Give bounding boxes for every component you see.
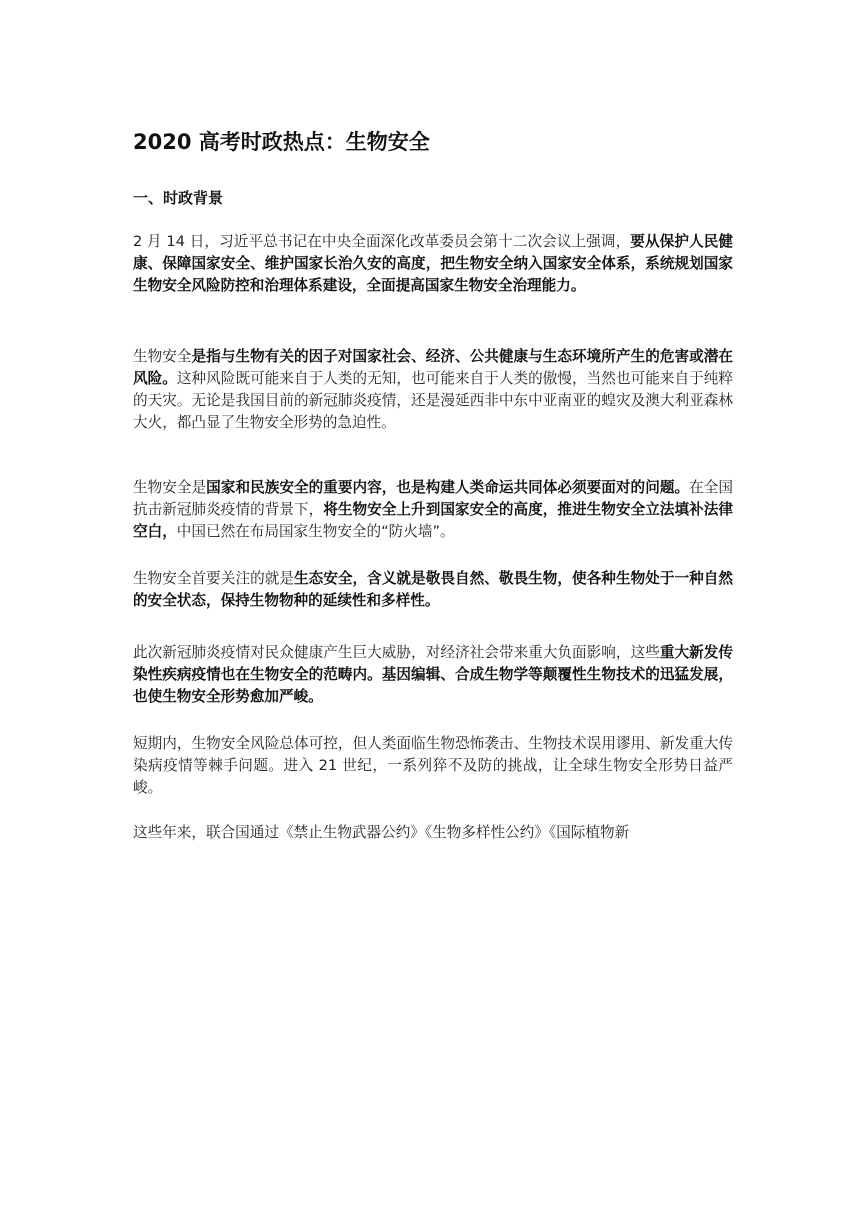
body-text: 在全国抗击新冠肺炎疫情的背景下， [133,478,733,518]
body-text: 短期内，生物安全风险总体可控，但人类面临生物恐怖袭击、生物技术误用谬用、新发重大传染病疫情等棘手问题。进入 21 世纪，一系列猝不及防的挑战，让全球生物安全形势日益严峻。 [133,734,733,797]
body-text: 中国已然在布局国家生物安全的“防火墙”。 [176,523,455,541]
body-text: 这种风险既可能来自于人类的无知，也可能来自于人类的傲慢，当然也可能来自于纯粹的天灾。无论是我国目前的新冠肺炎疫情，还是漫延西非中东中亚南亚的蝗灾及澳大利亚森林大火，都凸显了生物安全形势的急迫性。 [133,369,733,432]
emphasized-text: 将生物安全上升到国家安全的高度，推进生物安全立法填补法律空白， [133,500,733,541]
body-text: 此次新冠肺炎疫情对民众健康产生巨大威胁，对经济社会带来重大负面影响，这些 [133,643,660,661]
paragraph [133,568,733,613]
emphasized-text: 国家和民族安全的重要内容，也是构建人类命运共同体必须要面对的问题。 [206,478,690,496]
emphasized-text: 要从保护人民健康、保障国家安全、维护国家长治久安的高度，把生物安全纳入国家安全体系，系统规划国家生物安全风险防控和治理体系建设，全面提高国家生物安全治理能力。 [133,232,733,295]
paragraph [133,477,733,544]
body-text: 生物安全是 [133,478,207,496]
emphasized-text: 生态安全，含义就是敬畏自然、敬畏生物，使各种生物处于一种自然的安全状态，保持生物物种的延续性和多样性。 [133,569,733,609]
paragraph [133,231,733,298]
emphasized-text: 重大新发传染性疾病疫情也在生物安全的范畴内。基因编辑、合成生物学等颠覆性生物技术的迅猛发展，也使生物安全形势愈加严峻。 [133,643,733,706]
body-text: 2 月 14 日，习近平总书记在中央全面深化改革委员会第十二次会议上强调， [133,232,631,250]
page-title: 2020 高考时政热点：生物安全 [133,130,430,155]
emphasized-text: 是指与生物有关的因子对国家社会、经济、公共健康与生态环境所产生的危害或潜在风险。 [133,347,733,387]
body-text: 这些年来，联合国通过《禁止生物武器公约》《生物多样性公约》《国际植物新 [133,823,630,841]
body-text: 生物安全首要关注的就是 [133,569,294,587]
section-heading: 一、时政背景 [133,189,224,208]
paragraph [133,642,733,709]
paragraph [133,346,733,435]
paragraph [133,822,733,844]
body-text: 生物安全 [133,347,192,365]
paragraph [133,733,733,800]
